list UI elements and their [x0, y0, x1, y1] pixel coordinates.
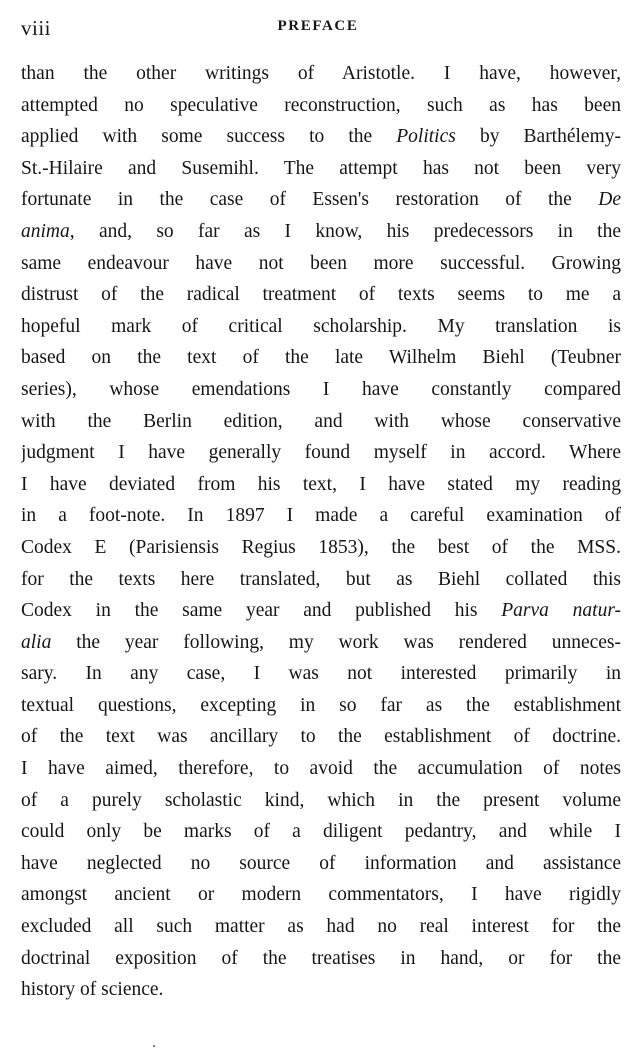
body-paragraph	[21, 58, 621, 1006]
text-line	[21, 564, 621, 596]
text-line	[21, 753, 621, 785]
text-line	[21, 974, 621, 1006]
line-text: attempted no speculative reconstruction, such as has been	[21, 94, 621, 116]
line-text: I have aimed, therefore, to avoid the accumulation of notes	[21, 758, 621, 780]
italic-title: alia	[21, 631, 52, 653]
text-line	[21, 816, 621, 848]
italic-title: Parva natur-	[501, 600, 621, 622]
line-text: for the texts here translated, but as Biehl collated this	[21, 568, 621, 590]
line-text: textual questions, excepting in so far as the establishment	[21, 694, 621, 716]
text-line	[21, 153, 621, 185]
text-line	[21, 595, 621, 627]
line-text: doctrinal exposition of the treatises in hand, or for the	[21, 947, 621, 969]
line-text: excluded all such matter as had no real interest for the	[21, 916, 621, 938]
line-text: hopeful mark of critical scholarship. My translation is	[21, 315, 621, 337]
line-text: could only be marks of a diligent pedantry, and while I	[21, 821, 621, 843]
text-line	[21, 911, 621, 943]
running-title: PREFACE	[277, 18, 359, 34]
text-line	[21, 532, 621, 564]
text-line	[21, 785, 621, 817]
line-text: by Barthélemy-	[455, 126, 621, 148]
text-line	[21, 184, 621, 216]
text-line	[21, 658, 621, 690]
print-speck	[153, 1045, 155, 1047]
text-line	[21, 848, 621, 880]
text-line	[21, 437, 621, 469]
line-text: in a foot-note. In 1897 I made a careful examination of	[21, 505, 621, 527]
text-line	[21, 721, 621, 753]
line-text: with the Berlin edition, and with whose conservative	[21, 410, 621, 432]
line-text: have neglected no source of information and assistance	[21, 852, 621, 874]
line-text: I have deviated from his text, I have stated my reading	[21, 473, 621, 495]
text-line	[21, 627, 621, 659]
line-text: based on the text of the late Wilhelm Biehl (Teubner	[21, 347, 621, 369]
page-number: viii	[21, 16, 52, 40]
italic-title: anima	[21, 220, 70, 242]
italic-title: De	[598, 189, 621, 211]
text-line	[21, 500, 621, 532]
text-line	[21, 406, 621, 438]
line-text: the year following, my work was rendered unneces-	[51, 631, 621, 653]
line-text: , and, so far as I know, his predecessors in the	[69, 220, 621, 242]
italic-title: Politics	[396, 126, 456, 148]
text-line	[21, 90, 621, 122]
text-line	[21, 469, 621, 501]
line-text: sary. In any case, I was not interested primarily in	[21, 663, 621, 685]
line-text: series), whose emendations I have constantly compared	[21, 378, 621, 400]
line-text: distrust of the radical treatment of texts seems to me a	[21, 284, 621, 306]
line-text: of a purely scholastic kind, which in the present volume	[21, 789, 621, 811]
text-line	[21, 943, 621, 975]
text-line	[21, 374, 621, 406]
text-line	[21, 216, 621, 248]
text-line	[21, 279, 621, 311]
text-line	[21, 690, 621, 722]
line-text: of the text was ancillary to the establishment of doctrine.	[21, 726, 621, 748]
line-text: fortunate in the case of Essen's restoration of the	[21, 189, 599, 211]
line-text: amongst ancient or modern commentators, I have rigidly	[21, 884, 621, 906]
text-line	[21, 121, 621, 153]
line-text: judgment I have generally found myself in accord. Where	[21, 442, 621, 464]
line-text: history of science.	[21, 979, 164, 1001]
line-text: applied with some success to the	[21, 126, 397, 148]
line-text: St.-Hilaire and Susemihl. The attempt has not been very	[21, 157, 621, 179]
text-line	[21, 342, 621, 374]
text-line	[21, 311, 621, 343]
line-text: Codex in the same year and published his	[21, 600, 502, 622]
line-text: than the other writings of Aristotle. I have, however,	[21, 63, 621, 84]
text-line	[21, 58, 621, 90]
text-line	[21, 248, 621, 280]
running-head	[0, 14, 636, 44]
text-line	[21, 879, 621, 911]
line-text: same endeavour have not been more successful. Growing	[21, 252, 621, 274]
line-text: Codex E (Parisiensis Regius 1853), the best of the MSS.	[21, 536, 621, 558]
